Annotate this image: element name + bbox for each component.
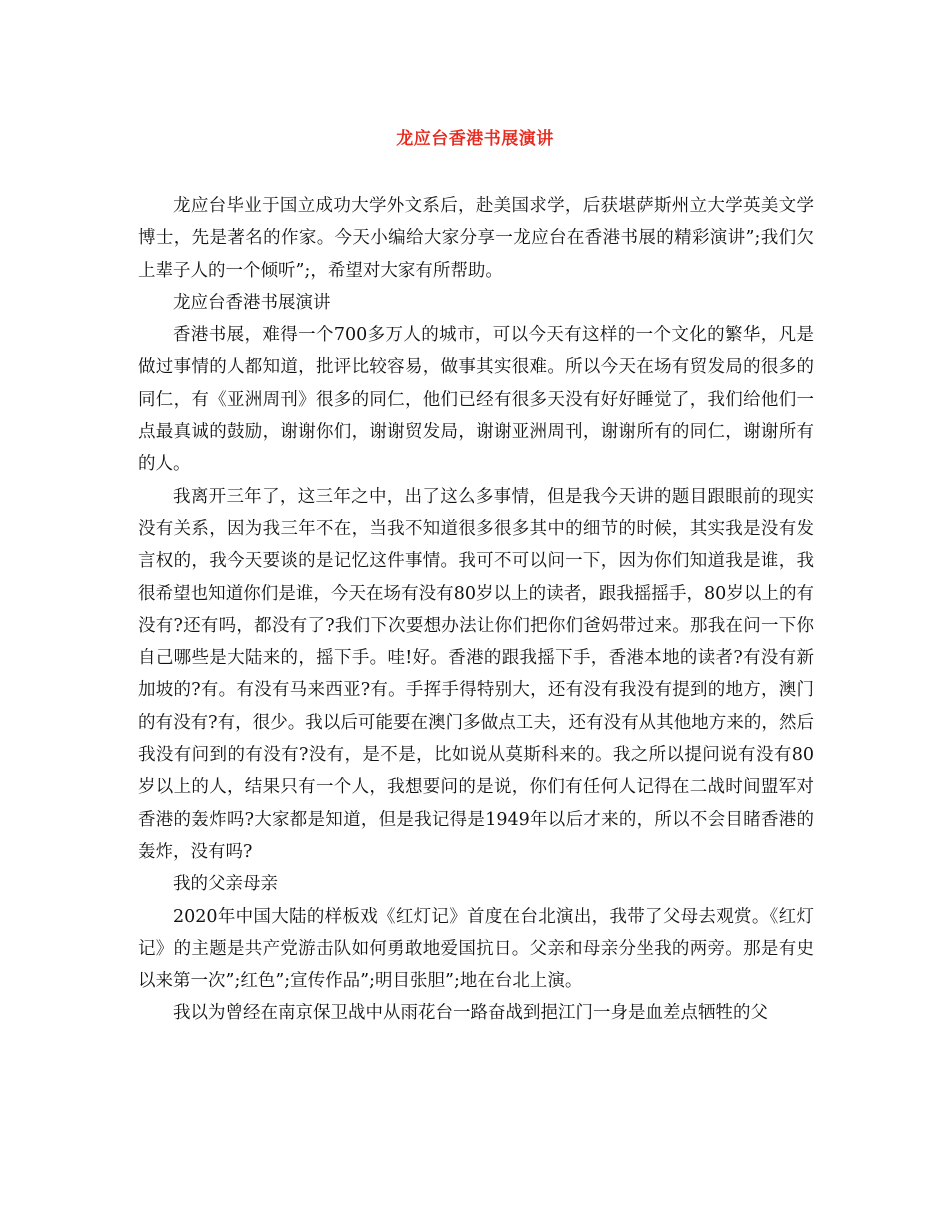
document-title: 龙应台香港书展演讲	[396, 129, 554, 149]
paragraph-intro: 龙应台毕业于国立成功大学外文系后，赴美国求学，后获堪萨斯州立大学英美文学博士，先是著名的作家。今天小编给大家分享一龙应台在香港书展的精彩演讲”;我们欠上辈子人的一个倾听”;，希望对大家有所帮助。	[138, 196, 814, 281]
paragraph-memory: 我离开三年了，这三年之中，出了这么多事情，但是我今天讲的题目跟眼前的现实没有关系，因为我三年不在，当我不知道很多很多其中的细节的时候，其实我是没有发言权的，我今天要谈的是记忆这件事情。我可不可以问一下，因为你们知道我是谁，我很希望也知道你们是谁，今天在场有没有80岁以上的读者，跟我摇摇手，80岁以上的有没有?还有吗，都没有了?我们下次要想办法让你们把你们爸妈带过来。那我在问一下你自己哪些是大陆来的，摇下手。哇!好。香港的跟我摇下手，香港本地的读者?有没有新加坡的?有。有没有马来西亚?有。手挥手得特别大，还有没有我没有提到的地方，澳门的有没有?有，很少。我以后可能要在澳门多做点工夫，还有没有从其他地方来的，然后我没有问到的有没有?没有，是不是，比如说从莫斯科来的。我之所以提问说有没有80岁以上的人，结果只有一个人，我想要问的是说，你们有任何人记得在二战时间盟军对香港的轰炸吗?大家都是知道，但是我记得是1949年以后才来的，所以不会目睹香港的轰炸，没有吗?	[138, 486, 814, 862]
paragraph-father: 我以为曾经在南京保卫战中从雨花台一路奋战到挹江门一身是血差点牺牲的父	[173, 1003, 768, 1024]
paragraph-red-lantern: 2020年中国大陆的样板戏《红灯记》首度在台北演出，我带了父母去观赏。《红灯记》的主题是共产党游击队如何勇敢地爱国抗日。父亲和母亲分坐我的两旁。那是有史以来第一次”;红色”;宣传作品”;明目张胆”;地在台北上演。	[138, 906, 814, 992]
paragraph-subtitle: 龙应台香港书展演讲	[173, 292, 331, 313]
paragraph-section-heading: 我的父亲母亲	[173, 874, 278, 895]
paragraph-book-fair: 香港书展，难得一个700多万人的城市，可以今天有这样的一个文化的繁华，凡是做过事情的人都知道，批评比较容易，做事其实很难。所以今天在场有贸发局的很多的同仁，有《亚洲周刊》很多的同仁，他们已经有很多天没有好好睡觉了，我们给他们一点最真诚的鼓励，谢谢你们，谢谢贸发局，谢谢亚洲周刊，谢谢所有的同仁，谢谢所有的人。	[138, 325, 814, 475]
document-body	[138, 190, 814, 1030]
